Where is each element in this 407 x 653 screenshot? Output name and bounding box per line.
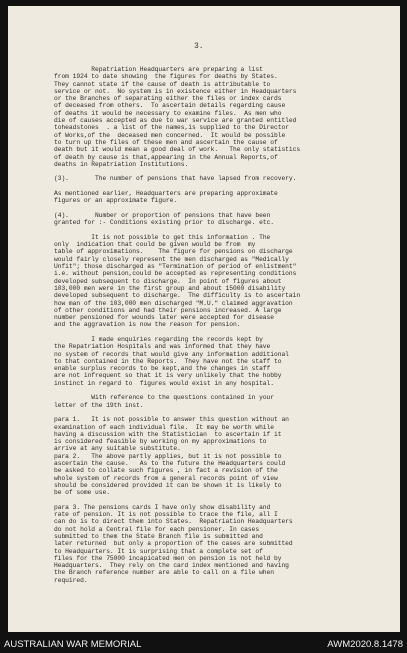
text-line: how man of the 103,000 men discharged "M.U." claimed aggravation: [54, 299, 293, 307]
text-line: letter of the 19th inst.: [54, 401, 144, 409]
text-line: deaths in Repatriation Institutions.: [54, 160, 189, 168]
text-line: They cannot state if the cause of death is attributable to: [54, 80, 271, 88]
text-line: whole system of records from a general records point of view: [54, 474, 278, 482]
text-line: should be considered provided it can be shown it is likely to: [54, 481, 282, 489]
text-line: submitted to them the State Branch file is submitted and: [54, 533, 263, 540]
text-line: 103,000 men were in the first group and about 15000 disability: [54, 284, 286, 292]
text-line: can do is to direct them into States. Repatriation Headquarters: [54, 518, 293, 526]
text-line: toheadstones . a list of the names,is supplied to the Director: [54, 124, 289, 132]
text-line: Repatriation Headquarters are preparing a list: [54, 66, 263, 73]
text-line: [54, 409, 392, 416]
text-line: would fairly closely represent the men discharged as "Medically: [54, 255, 289, 263]
text-line: be of some use.: [54, 489, 110, 497]
text-line: no system of records that would give any information additional: [54, 350, 289, 358]
text-line: files for the 75000 incapicated men on pension is not held by: [54, 554, 282, 562]
document-page: [8, 6, 400, 632]
text-line: of deceased from others. To ascertain details regarding cause: [54, 102, 286, 110]
text-line: i.e. without pension,could be accepted as representing conditions: [54, 270, 297, 278]
text-line: to turn up the files of these men and ascertain the cause of: [54, 138, 278, 146]
text-line: only indication that could be given would be from my: [54, 241, 256, 249]
text-line: the Branch reference number are able to call on a file when: [54, 569, 274, 577]
text-line: (3). The number of pensions that have lapsed from recovery.: [54, 175, 297, 183]
text-line: [54, 497, 392, 504]
text-line: to that contained in the Reports. They have not the staff to: [54, 357, 282, 365]
text-line: Headquarters. They rely on the card index mentioned and having: [54, 562, 289, 570]
text-line: [54, 205, 392, 212]
text-line: developed subsequent to discharge. In point of figures about: [54, 277, 282, 285]
text-line: table of approximations. The figure for pensions on discharge: [54, 248, 293, 256]
text-line: of Works,of the deceased men concerned. It would be possible: [54, 131, 286, 139]
text-line: die of causes accepted as due to war service are granted entitled: [54, 117, 297, 125]
text-line: arrive at any suitable substitute.: [54, 445, 181, 453]
text-line: Unfit"; those discharged as "Termination of period of enlistment": [54, 263, 297, 271]
text-line: [54, 183, 392, 190]
text-line: para 1. It is not possible to answer this question without an: [54, 416, 289, 424]
text-line: death but it would mean a good deal of work. The only statistics: [54, 146, 301, 154]
text-line: number pensioned for wounds later were accepted for disease: [54, 314, 274, 322]
text-line: later returned but only a proportion of the cases are submitted: [54, 540, 293, 548]
text-line: do not hold a Central file for each pensioner. In cases: [54, 525, 260, 533]
archive-footer: [0, 634, 407, 653]
text-line: of other conditions and had their pensions increased. A large: [54, 306, 282, 314]
page-number: 3.: [194, 42, 204, 51]
text-line: figures or an approximate figure.: [54, 197, 178, 205]
text-line: It is not possible to get this information . The: [54, 233, 271, 241]
text-line: With reference to the questions contained in your: [54, 394, 275, 402]
text-line: required.: [54, 576, 88, 584]
text-line: the Repatriation Hospitals and was informed that they have: [54, 343, 271, 351]
footer-institution: AUSTRALIAN WAR MEMORIAL: [4, 639, 142, 650]
text-line: instinct in regard to figures would exist in any hospital.: [54, 379, 274, 387]
text-line: from 1924 to date showing the figures for deaths by States.: [54, 73, 278, 81]
text-line: para 2. The above partly applies, but it is not possible to: [54, 452, 282, 460]
footer-reference: AWM2020.8.1478: [327, 639, 403, 650]
text-line: service or not. No system is in existence either in Headquarters: [54, 87, 297, 95]
text-line: is considered feasible by working on my approximations to: [54, 438, 267, 446]
text-line: [54, 227, 392, 234]
text-line: enable surplus records to be kept,and the changes in staff: [54, 365, 271, 373]
text-line: of deaths it would be necessary to examine files. As men who: [54, 109, 282, 117]
text-line: and the aggravation is now the reason for pension.: [54, 321, 241, 329]
text-line: examination of each individual file. It may be worth while: [54, 423, 274, 431]
text-line: ascertain the cause. As to the future the Headquarters could: [54, 460, 286, 468]
text-line: granted for :- Conditions existing prior to discharge. etc.: [54, 219, 274, 227]
text-line: para 3. The pensions cards I have only show disability and: [54, 503, 271, 511]
document-body: [54, 66, 392, 584]
text-line: are not infrequent so that it is very unlikely that the hobby: [54, 372, 282, 380]
text-line: [54, 387, 392, 394]
text-line: of death by cause is that,appearing in the Annual Reports,of: [54, 153, 278, 161]
text-line: to Headquarters. It is surprising that a complete set of: [54, 547, 263, 555]
text-line: rate of pension. It is not possible to trace the file, all I: [54, 511, 278, 519]
text-line: As mentioned earlier, Headquarters are preparing approximate: [54, 190, 278, 198]
text-line: (4). Number or proportion of pensions that have been: [54, 211, 271, 219]
text-line: [54, 168, 392, 175]
text-line: or the Branches of separating either the files or index cards: [54, 95, 282, 103]
text-line: I made enquiries regarding the records kept by: [54, 335, 263, 343]
text-line: be asked to collate such figures , in fact a revision of the: [54, 467, 278, 475]
text-line: [54, 329, 392, 336]
text-line: developed subsequent to discharge. The difficulty is to ascertain: [54, 292, 301, 300]
text-line: having a discussion with the Statistician to ascertain if it: [54, 430, 282, 438]
